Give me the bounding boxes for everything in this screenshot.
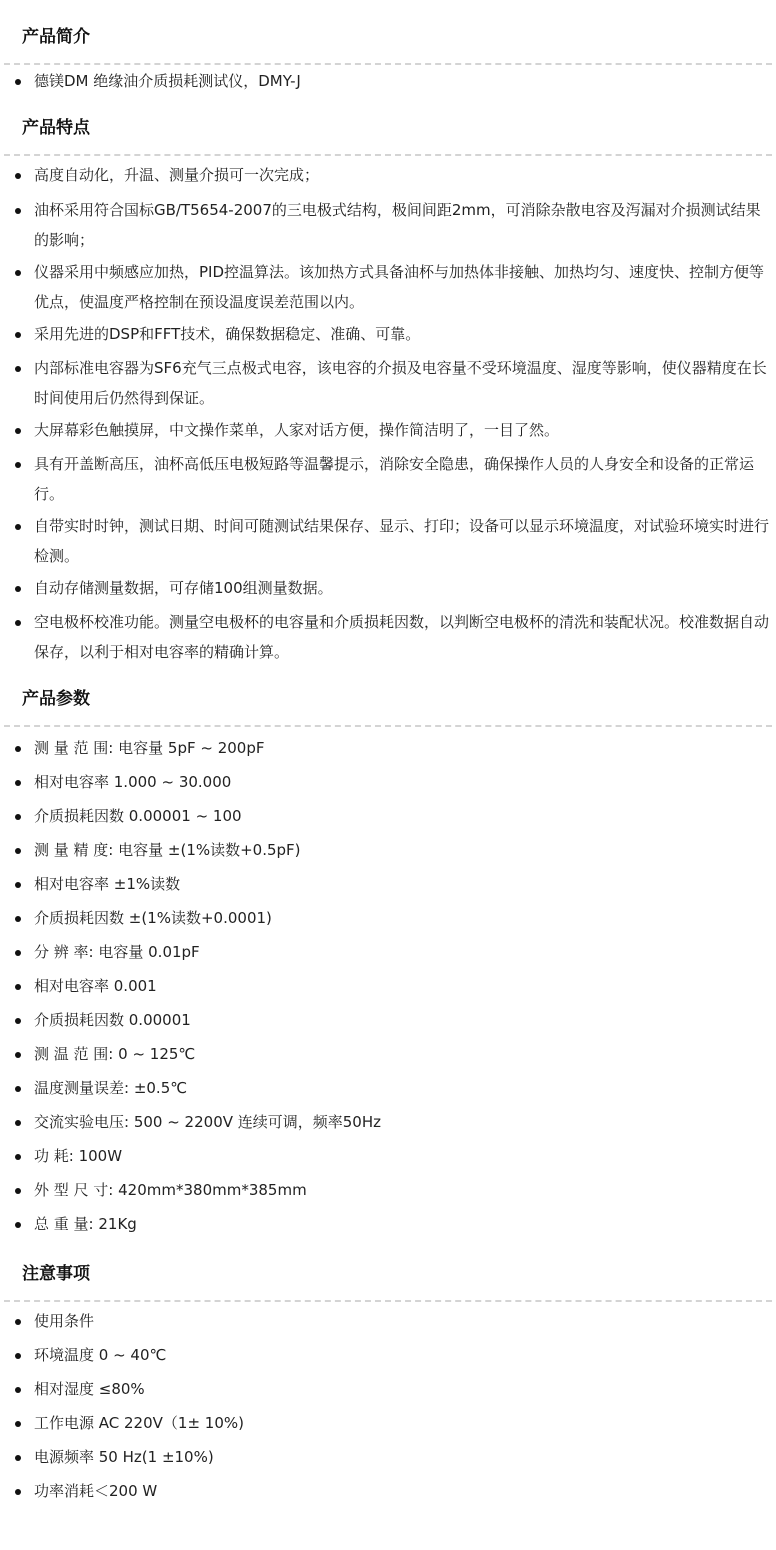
bullet-icon xyxy=(15,1222,21,1228)
bullet-icon xyxy=(15,1455,21,1461)
list-item-text: 使用条件 xyxy=(34,1312,95,1330)
list-item-text: 具有开盖断高压，油杯高低压电极短路等温馨提示，消除安全隐患，确保操作人员的人身安全和设备的正常运行。 xyxy=(34,455,755,503)
section-title-notes: 注意事项 xyxy=(22,1264,90,1284)
bullet-icon xyxy=(15,1421,21,1427)
bullet-icon xyxy=(15,1387,21,1393)
bullet-icon xyxy=(15,270,21,276)
list-item-text: 交流实验电压: 500 ~ 2200V 连续可调，频率50Hz xyxy=(34,1113,382,1131)
bullet-icon xyxy=(15,208,21,214)
bullet-icon xyxy=(15,1489,21,1495)
list-item-text: 相对电容率 0.001 xyxy=(34,977,157,995)
bullet-icon xyxy=(15,984,21,990)
list-item-text: 仪器采用中频感应加热，PID控温算法。该加热方式具备油杯与加热体非接触、加热均匀、速度快、控制方便等优点，使温度严格控制在预设温度误差范围以内。 xyxy=(34,263,765,311)
list-item-text: 大屏幕彩色触摸屏，中文操作菜单，人家对话方便，操作简洁明了，一目了然。 xyxy=(34,421,560,439)
bullet-icon xyxy=(15,332,21,338)
list-item-text: 测 量 精 度: 电容量 ±(1%读数+0.5pF) xyxy=(34,841,301,859)
list-item-text: 相对电容率 ±1%读数 xyxy=(34,875,181,893)
list-item-text: 德镁DM 绝缘油介质损耗测试仪，DMY-J xyxy=(34,72,301,90)
bullet-icon xyxy=(15,780,21,786)
bullet-icon xyxy=(15,1188,21,1194)
list-item-text: 温度测量误差: ±0.5℃ xyxy=(34,1079,188,1097)
bullet-icon xyxy=(15,950,21,956)
bullet-icon xyxy=(15,524,21,530)
list-item-text: 工作电源 AC 220V（1± 10%) xyxy=(34,1414,244,1432)
section-title-params: 产品参数 xyxy=(22,689,90,709)
list-item-text: 内部标准电容器为SF6充气三点极式电容，该电容的介损及电容量不受环境温度、湿度等影响，使仪器精度在长时间使用后仍然得到保证。 xyxy=(34,359,767,407)
list-item-text: 分 辨 率: 电容量 0.01pF xyxy=(34,943,200,961)
list-item-text: 自带实时时钟，测试日期、时间可随测试结果保存、显示、打印；设备可以显示环境温度，对试验环境实时进行检测。 xyxy=(34,517,770,565)
list-item-text: 环境温度 0 ~ 40℃ xyxy=(34,1346,167,1364)
section-divider xyxy=(4,154,772,156)
list-item-text: 测 温 范 围: 0 ~ 125℃ xyxy=(34,1045,196,1063)
bullet-icon xyxy=(15,1319,21,1325)
list-item-text: 介质损耗因数 0.00001 xyxy=(34,1011,191,1029)
bullet-icon xyxy=(15,620,21,626)
bullet-icon xyxy=(15,173,21,179)
list-item-text: 相对电容率 1.000 ~ 30.000 xyxy=(34,773,232,791)
bullet-icon xyxy=(15,916,21,922)
section-divider xyxy=(4,725,772,727)
list-item-text: 空电极杯校准功能。测量空电极杯的电容量和介质损耗因数，以判断空电极杯的清洗和装配状况。校准数据自动保存，以利于相对电容率的精确计算。 xyxy=(34,613,770,661)
list-item-text: 介质损耗因数 0.00001 ~ 100 xyxy=(34,807,242,825)
bullet-icon xyxy=(15,882,21,888)
list-item-text: 高度自动化，升温、测量介损可一次完成； xyxy=(34,166,320,184)
list-item-text: 自动存储测量数据，可存储100组测量数据。 xyxy=(34,579,333,597)
list-item-text: 总 重 量: 21Kg xyxy=(34,1215,137,1233)
bullet-icon xyxy=(15,366,21,372)
list-item-text: 电源频率 50 Hz(1 ±10%) xyxy=(34,1448,214,1466)
list-item-text: 采用先进的DSP和FFT技术，确保数据稳定、准确、可靠。 xyxy=(34,325,421,343)
bullet-icon xyxy=(15,1052,21,1058)
list-item-text: 油杯采用符合国标GB/T5654-2007的三电极式结构，极间间距2mm，可消除杂散电容及泻漏对介损测试结果的影响； xyxy=(34,201,761,249)
section-title-features: 产品特点 xyxy=(22,118,90,138)
bullet-icon xyxy=(15,462,21,468)
list-item-text: 相对湿度 ≤80% xyxy=(34,1380,145,1398)
section-divider xyxy=(4,1300,772,1302)
bullet-icon xyxy=(15,1018,21,1024)
bullet-icon xyxy=(15,428,21,434)
list-item-text: 测 量 范 围: 电容量 5pF ~ 200pF xyxy=(34,739,265,757)
list-item-text: 介质损耗因数 ±(1%读数+0.0001) xyxy=(34,909,272,927)
bullet-icon xyxy=(15,746,21,752)
bullet-icon xyxy=(15,814,21,820)
bullet-icon xyxy=(15,1353,21,1359)
bullet-icon xyxy=(15,586,21,592)
list-item-text: 功率消耗＜200 W xyxy=(34,1482,158,1500)
bullet-icon xyxy=(15,848,21,854)
list-item-text: 外 型 尺 寸: 420mm*380mm*385mm xyxy=(34,1181,307,1199)
section-title-intro: 产品简介 xyxy=(22,27,90,47)
bullet-icon xyxy=(15,1086,21,1092)
list-item-text: 功 耗: 100W xyxy=(34,1147,123,1165)
section-divider xyxy=(4,63,772,65)
bullet-icon xyxy=(15,1120,21,1126)
bullet-icon xyxy=(15,79,21,85)
bullet-icon xyxy=(15,1154,21,1160)
